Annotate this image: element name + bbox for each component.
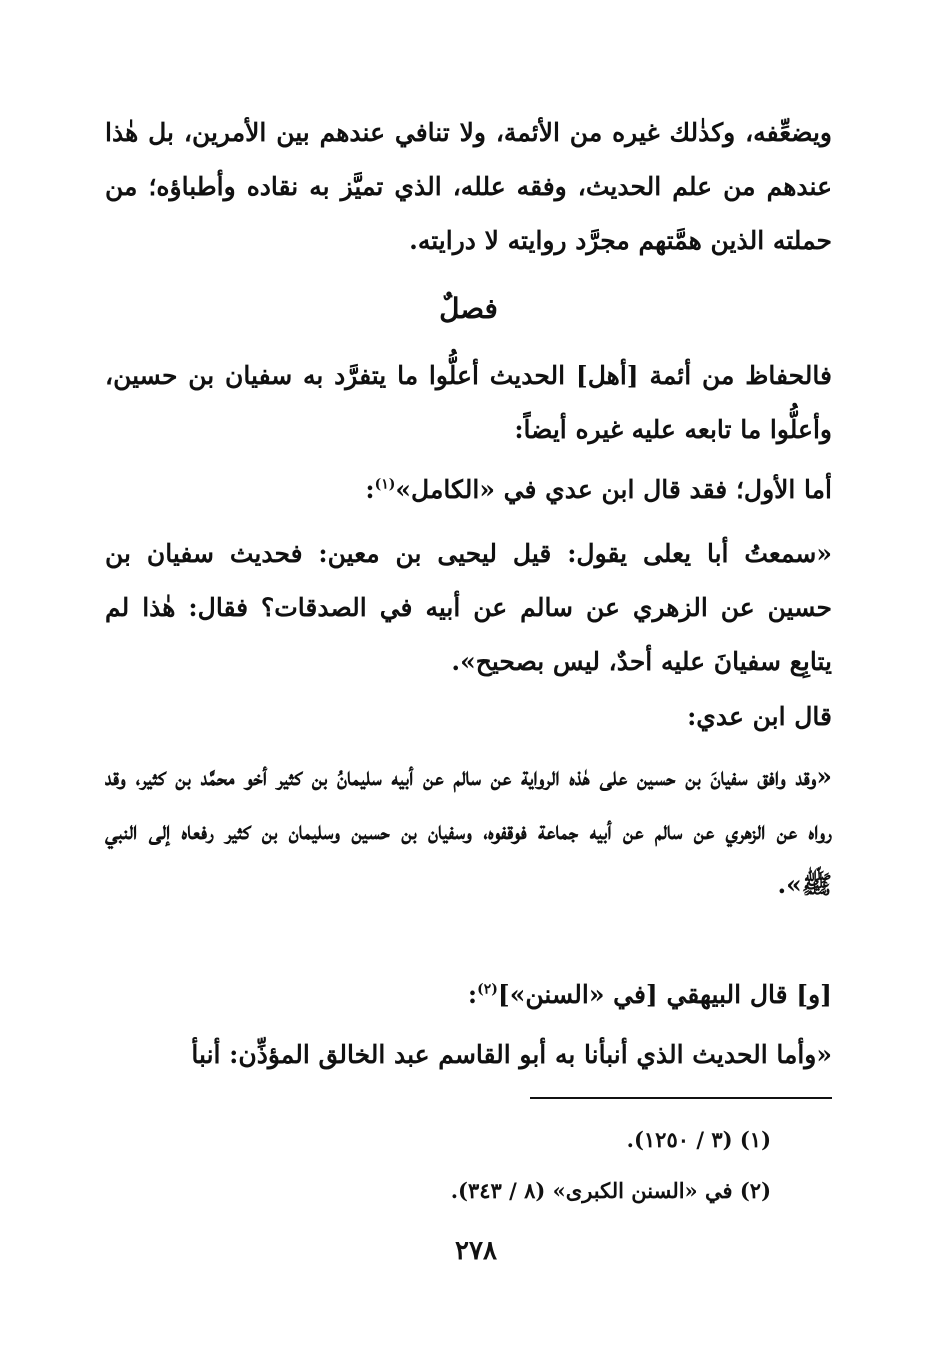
paragraph-7 [105,968,832,1022]
paragraph-6: «وقد وافق سفيانَ بن حسين على هٰذه الرواية عن سالم عن أبيه سليمانُ بن كثير أخو محمَّد بن كثير، وقد رواه عن الزهري عن سالم عن أبيه جماعة فوقفوه، وسفيان بن حسين وسليمان بن كثير رفعاه إلى النبي ﷺ». [105,762,832,899]
paragraph-7-colon: : [467,980,478,1009]
paragraph-3 [105,463,832,517]
paragraph-7-text: [و] قال البيهقي [في «السنن»] [497,980,832,1009]
paragraph-8: «وأما الحديث الذي أنبأنا به أبو القاسم عبد الخالق المؤذِّن: أنبأ [191,1040,832,1069]
footnote-mark-1: (١) [374,476,396,493]
paragraph-3-colon: : [365,475,375,504]
footnote-2: (٢) في «السنن الكبرى» (٨ / ٣٤٣). [450,1178,771,1203]
footnote-mark-2: (٢) [477,981,498,998]
section-heading: فصلٌ [439,292,498,325]
paragraph-2: فالحفاظ من أئمة [أهل] الحديث أعلُّوا ما يتفرَّد به سفيان بن حسين، وأعلُّوا ما تابعه عليه غيره أيضاً: [105,361,832,444]
footnote-1: (١) (٣ / ١٢٥٠). [626,1127,771,1152]
paragraph-5: قال ابن عدي: [687,702,832,731]
page-number: ٢٧٨ [455,1236,497,1266]
paragraph-4: «سمعتُ أبا يعلى يقول: قيل ليحيى بن معين: فحديث سفيان بن حسين عن الزهري عن سالم عن أبيه في الصدقات؟ فقال: هٰذا لم يتابِع سفيانَ عليه أحدٌ، ليس بصحيح». [105,539,832,676]
paragraph-1: ويضعِّفه، وكذٰلك غيره من الأئمة، ولا تنافي عندهم بين الأمرين، بل هٰذا عندهم من علم الحديث، وفقه علله، الذي تميَّز به نقاده وأطباؤه؛ من حملته الذين همَّتهم مجرَّد روايته لا درايته. [105,118,832,255]
paragraph-3-text: أما الأول؛ فقد قال ابن عدي في «الكامل» [395,475,832,504]
footnote-separator [530,1097,832,1099]
